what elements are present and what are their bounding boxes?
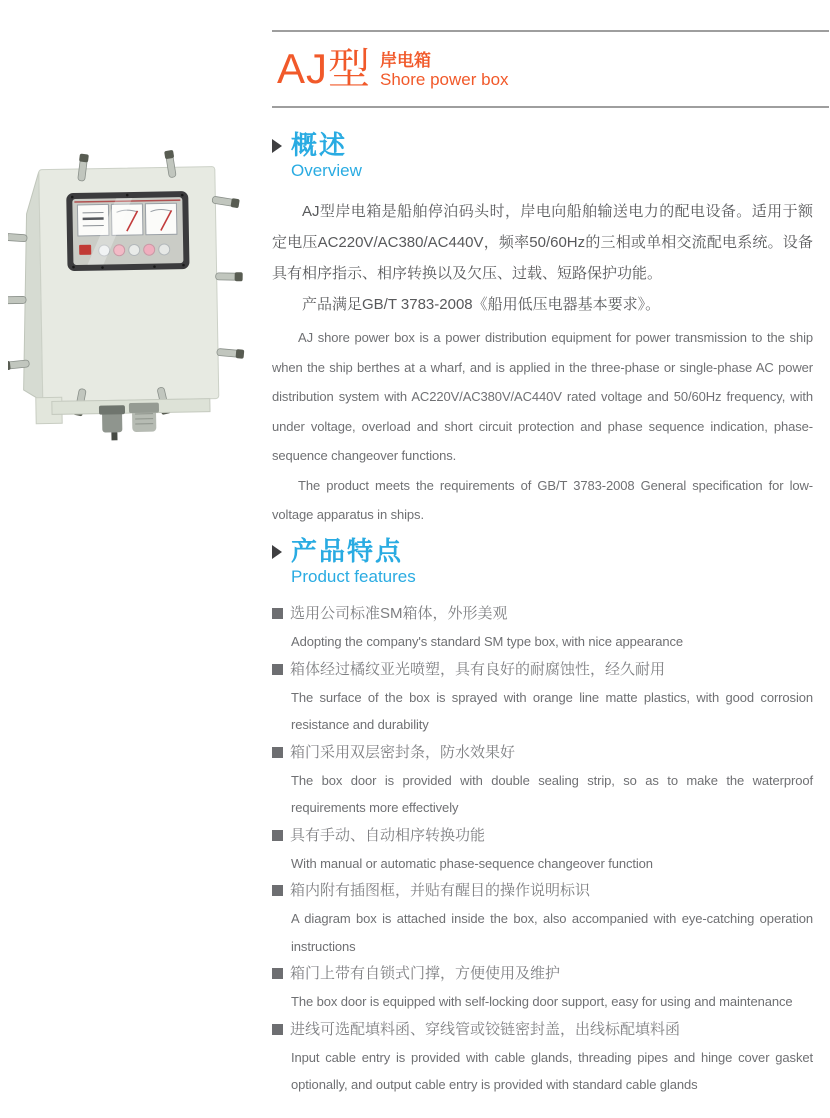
overview-heading [272, 131, 813, 181]
feature-item [272, 739, 813, 822]
feature-zh: 选用公司标准SM箱体，外形美观 [272, 600, 813, 628]
product-subtitle [380, 46, 509, 90]
feature-en: The surface of the box is sprayed with orange line matte plastics, with good corrosion resistance and durability [291, 689, 813, 732]
feature-item [272, 960, 813, 1016]
top-divider [272, 30, 829, 32]
feature-en: With manual or automatic phase-sequence changeover function [291, 855, 653, 871]
feature-item [272, 1016, 813, 1099]
feature-zh: 进线可选配填料函、穿线管或铰链密封盖，出线标配填料函 [272, 1016, 813, 1044]
feature-zh: 箱门上带有自锁式门撑，方便使用及维护 [272, 960, 813, 988]
page-title [277, 46, 509, 92]
overview-paragraph-zh: 产品满足GB/T 3783-2008《船用低压电器基本要求》。 [302, 296, 661, 313]
features-heading-zh: 产品特点 [291, 536, 404, 566]
feature-list [272, 600, 813, 1099]
overview-paragraph-en: AJ shore power box is a power distribution equipment for power transmission to the ship when the ship berthes at a wharf, and is applied in the three-phase or single-phase AC power distribution system with AC220V/AC380V/AC440V rated voltage and 50/60Hz frequency, with under voltage, overload and short circuit protection and phase sequence indication, phase-sequence changeover functions. [272, 330, 813, 463]
title-divider [272, 106, 829, 108]
product-features-section [272, 537, 813, 1099]
shore-power-box-illustration [8, 146, 258, 450]
features-heading [272, 537, 813, 587]
feature-item [272, 600, 813, 656]
features-heading-en: Product features [291, 567, 416, 586]
triangle-bullet-icon [272, 545, 282, 559]
feature-item [272, 822, 813, 878]
product-photo [8, 146, 258, 450]
product-model: AJ型 [277, 45, 372, 92]
feature-en: The box door is equipped with self-locking door support, easy for using and maintenance [291, 994, 793, 1009]
feature-zh: 箱门采用双层密封条，防水效果好 [272, 739, 813, 767]
feature-zh: 箱体经过橘纹亚光喷塑，具有良好的耐腐蚀性，经久耐用 [272, 656, 813, 684]
feature-en: A diagram box is attached inside the box, also accompanied with eye-catching operation instructions [291, 911, 813, 954]
feature-item [272, 877, 813, 960]
product-subtitle-zh: 岸电箱 [380, 51, 432, 70]
feature-zh: 箱内附有插图框，并贴有醒目的操作说明标识 [272, 877, 813, 905]
feature-item [272, 656, 813, 739]
feature-en: Adopting the company's standard SM type box, with nice appearance [291, 634, 684, 649]
product-subtitle-en: Shore power box [380, 70, 509, 89]
triangle-bullet-icon [272, 139, 282, 153]
square-bullet-icon [272, 885, 283, 896]
feature-en: The box door is provided with double sealing strip, so as to make the waterproof requirements more effectively [291, 772, 813, 815]
feature-en: Input cable entry is provided with cable glands, threading pipes and hinge cover gasket optionally, and output cable entry is provided with standard cable glands [291, 1049, 813, 1092]
overview-heading-en: Overview [291, 161, 362, 180]
feature-zh: 具有手动、自动相序转换功能 [272, 822, 813, 850]
square-bullet-icon [272, 968, 283, 979]
overview-heading-zh: 概述 [291, 130, 348, 160]
overview-section [272, 131, 813, 530]
square-bullet-icon [272, 608, 283, 619]
square-bullet-icon [272, 830, 283, 841]
square-bullet-icon [272, 1024, 283, 1035]
square-bullet-icon [272, 664, 283, 675]
overview-paragraph-en: The product meets the requirements of GB/T 3783-2008 General specification for low-voltage apparatus in ships. [272, 477, 813, 522]
square-bullet-icon [272, 747, 283, 758]
overview-paragraph-zh: AJ型岸电箱是船舶停泊码头时，岸电向船舶输送电力的配电设备。适用于额定电压AC220V/AC380/AC440V，频率50/60Hz的三相或单相交流配电系统。设备具有相序指示、相序转换以及欠压、过载、短路保护功能。 [272, 203, 813, 282]
